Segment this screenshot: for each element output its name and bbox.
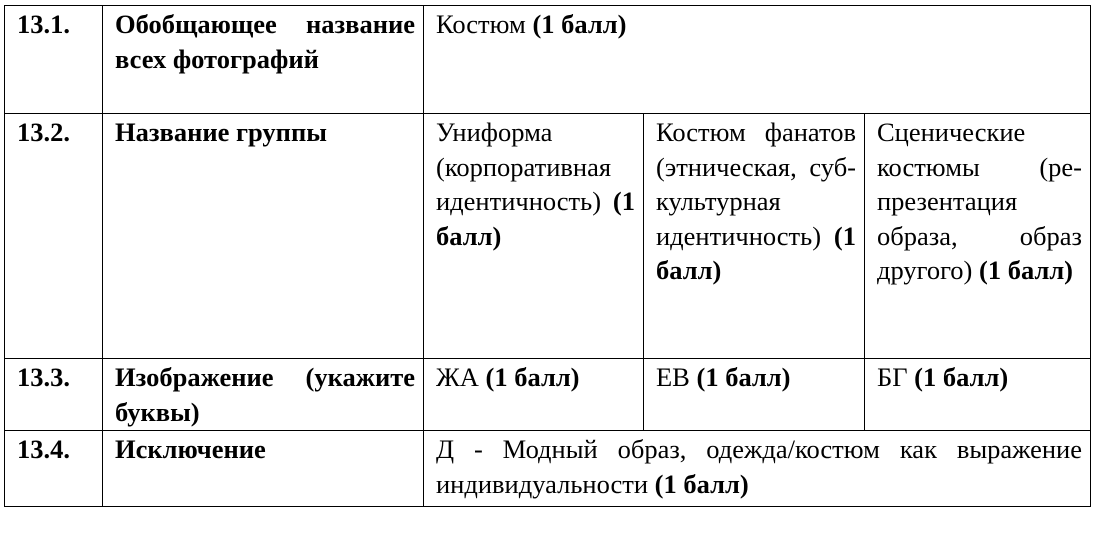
- answer-text: Костюм: [436, 9, 533, 39]
- group-text: Сценические костюмы (репрезентация образа, образ другого): [877, 117, 1082, 285]
- letters-cell: [865, 359, 1091, 431]
- points-label: (1 балл): [436, 186, 635, 251]
- group-text: Униформа (корпоративная идентичность): [436, 117, 613, 216]
- points-label: (1 балл): [654, 468, 749, 499]
- group-cell: [865, 114, 1091, 359]
- points-label: (1 балл): [696, 362, 791, 392]
- answer-table: [4, 5, 1091, 507]
- row-number: 13.2.: [5, 114, 103, 359]
- table-row: [5, 114, 1091, 359]
- letters-text: БГ: [877, 362, 915, 392]
- row-title: Название группы: [103, 114, 424, 359]
- group-text: Костюм фанатов (этническая, субкультурная идентичность): [656, 117, 856, 251]
- points-label: (1 балл): [532, 9, 627, 39]
- answer-text: Д - Модный образ, одежда/костюм как выражение индивидуальности: [436, 434, 1082, 499]
- table-row: [5, 6, 1091, 114]
- row-title: Исключение: [103, 431, 424, 507]
- row-number: 13.3.: [5, 359, 103, 431]
- row-title: Обобщающее название всех фотографий: [103, 6, 424, 114]
- letters-text: ЖА: [436, 362, 486, 392]
- group-cell: [424, 114, 644, 359]
- points-label: (1 балл): [656, 220, 856, 285]
- row-number: 13.1.: [5, 6, 103, 114]
- row-number: 13.4.: [5, 431, 103, 507]
- table-row: [5, 359, 1091, 431]
- points-label: (1 балл): [485, 362, 580, 392]
- letters-cell: [644, 359, 865, 431]
- table-row: [5, 431, 1091, 507]
- letters-cell: [424, 359, 644, 431]
- group-cell: [644, 114, 865, 359]
- row-title: Изображение (укажите буквы): [103, 359, 424, 431]
- points-label: (1 балл): [914, 362, 1009, 392]
- answer-cell: [424, 6, 1091, 114]
- letters-text: ЕВ: [656, 362, 697, 392]
- answer-cell: [424, 431, 1091, 507]
- points-label: (1 балл): [979, 255, 1074, 285]
